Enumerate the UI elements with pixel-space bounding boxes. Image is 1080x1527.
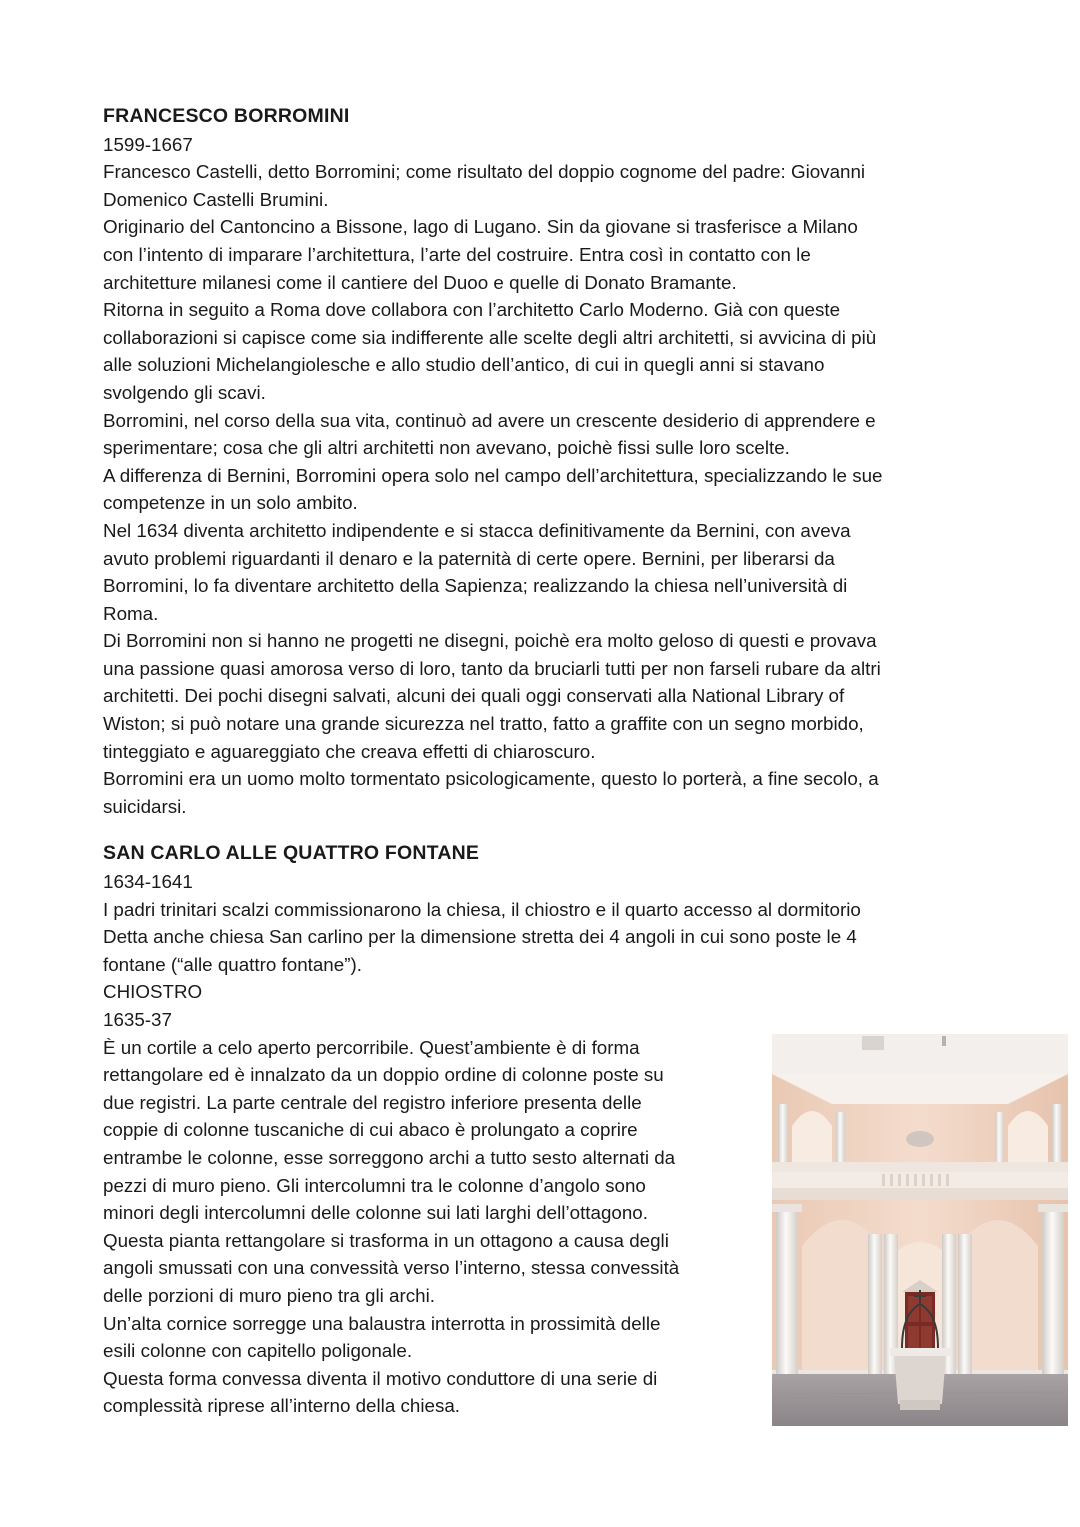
paragraph-line: fontane (“alle quattro fontane”). xyxy=(103,953,362,975)
paragraph-line: architetture milanesi come il cantiere del Duoo e quelle di Donato Bramante. xyxy=(103,271,737,293)
paragraph-line: Borromini era un uomo molto tormentato psicologicamente, questo lo porterà, a fine secolo, a xyxy=(103,768,879,790)
paragraph-line: I padri trinitari scalzi commissionarono la chiesa, il chiostro e il quarto accesso al dormitorio xyxy=(103,898,861,920)
paragraph-line: una passione quasi amorosa verso di loro, tanto da bruciarli tutti per non farseli rubare da altri xyxy=(103,657,881,679)
paragraph-line: Francesco Castelli, detto Borromini; come risultato del doppio cognome del padre: Giovanni xyxy=(103,161,866,183)
paragraph-line: Domenico Castelli Brumini. xyxy=(103,188,329,210)
paragraph-line: Nel 1634 diventa architetto indipendente e si stacca definitivamente da Bernini, con aveva xyxy=(103,519,851,541)
paragraph-line: Borromini, lo fa diventare architetto della Sapienza; realizzando la chiesa nell’università di xyxy=(103,575,848,597)
document-page xyxy=(103,103,983,1420)
paragraph-line: tinteggiato e aguareggiato che creava effetti di chiaroscuro. xyxy=(103,740,596,762)
paragraph-line: È un cortile a celo aperto percorribile. Quest’ambiente è di forma xyxy=(103,1036,640,1058)
paragraph-line: Originario del Cantoncino a Bissone, lago di Lugano. Sin da giovane si trasferisce a Milano xyxy=(103,216,858,238)
paragraph-line: Wiston; si può notare una grande sicurezza nel tratto, fatto a graffite con un segno morbido, xyxy=(103,713,864,735)
paragraph-line: angoli smussati con una convessità verso l’interno, stessa convessità xyxy=(103,1257,680,1279)
cloister-photo xyxy=(772,1034,1068,1426)
paragraph-line: alle soluzioni Michelangiolesche e allo studio dell’antico, di cui in quegli anni si stavano xyxy=(103,354,825,376)
chiostro-block xyxy=(103,1034,983,1420)
paragraph-line: con l’intento di imparare l’architettura, l’arte del costruire. Entra così in contatto con le xyxy=(103,243,811,265)
paragraph-line: rettangolare ed è innalzato da un doppio ordine di colonne poste su xyxy=(103,1064,664,1086)
paragraph-line: entrambe le colonne, esse sorreggono archi a tutto sesto alternati da xyxy=(103,1146,676,1168)
subheading-chiostro: CHIOSTRO xyxy=(103,981,203,1003)
section-dates: 1634-1641 xyxy=(103,871,193,893)
section-dates: 1599-1667 xyxy=(103,133,193,155)
paragraph-line: Roma. xyxy=(103,602,159,624)
paragraph-line: pezzi di muro pieno. Gli intercolumni tra le colonne d’angolo sono xyxy=(103,1174,646,1196)
paragraph-line: sperimentare; cosa che gli altri architetti non avevano, poichè fissi sulle loro scelte. xyxy=(103,437,790,459)
paragraph-line: Questa pianta rettangolare si trasforma in un ottagono a causa degli xyxy=(103,1229,669,1251)
section-spacer xyxy=(103,820,983,840)
paragraph-line: suicidarsi. xyxy=(103,795,187,817)
paragraph-line: collaborazioni si capisce come sia indifferente alle scelte degli altri architetti, si avvicina di più xyxy=(103,326,877,348)
paragraph-line: Ritorna in seguito a Roma dove collabora con l’architetto Carlo Moderno. Già con queste xyxy=(103,299,841,321)
paragraph-line: complessità riprese all’interno della chiesa. xyxy=(103,1395,461,1417)
paragraph-line: competenze in un solo ambito. xyxy=(103,492,358,514)
section-title-san-carlo: SAN CARLO ALLE QUATTRO FONTANE xyxy=(103,842,480,865)
paragraph-line: due registri. La parte centrale del registro inferiore presenta delle xyxy=(103,1091,642,1113)
paragraph-line: avuto problemi riguardanti il denaro e la paternità di certe opere. Bernini, per liberarsi da xyxy=(103,547,835,569)
paragraph-line: A differenza di Bernini, Borromini opera solo nel campo dell’architettura, specializzando le sue xyxy=(103,464,883,486)
paragraph-line: Un’alta cornice sorregge una balaustra interrotta in prossimità delle xyxy=(103,1312,661,1334)
paragraph-line: Detta anche chiesa San carlino per la dimensione stretta dei 4 angoli in cui sono poste le 4 xyxy=(103,926,857,948)
subheading-dates: 1635-37 xyxy=(103,1009,172,1030)
paragraph-line: minori degli intercolumni delle colonne sui lati larghi dell’ottagono. xyxy=(103,1202,648,1224)
section-title-borromini: FRANCESCO BORROMINI xyxy=(103,105,350,127)
paragraph-line: Borromini, nel corso della sua vita, continuò ad avere un crescente desiderio di apprendere e xyxy=(103,409,876,431)
paragraph-line: Questa forma convessa diventa il motivo conduttore di una serie di xyxy=(103,1367,658,1389)
paragraph-line: esili colonne con capitello poligonale. xyxy=(103,1340,413,1362)
paragraph-line: delle porzioni di muro pieno tra gli archi. xyxy=(103,1284,435,1306)
paragraph-line: svolgendo gli scavi. xyxy=(103,381,266,403)
paragraph-line: architetti. Dei pochi disegni salvati, alcuni dei quali oggi conservati alla National Library of xyxy=(103,685,845,707)
paragraph-line: Di Borromini non si hanno ne progetti ne disegni, poichè era molto geloso di questi e provava xyxy=(103,630,877,652)
paragraph-line: coppie di colonne tuscaniche di cui abaco è prolungato a coprire xyxy=(103,1119,638,1141)
